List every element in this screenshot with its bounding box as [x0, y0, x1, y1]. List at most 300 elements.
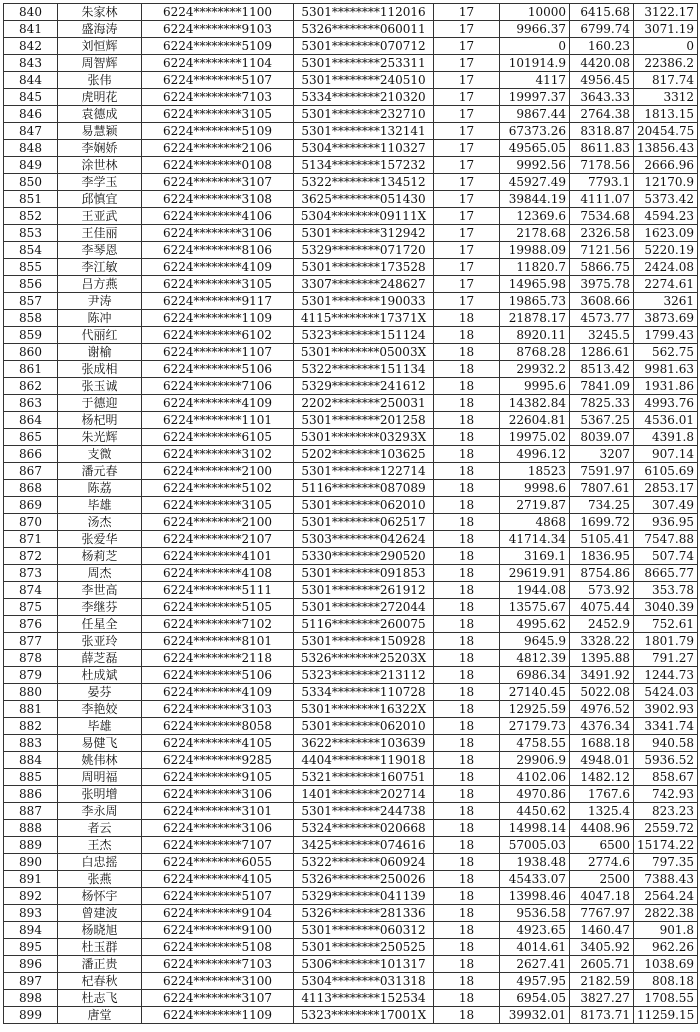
- value-c-cell: 2274.61: [634, 276, 698, 293]
- amount-cell: 29619.91: [500, 565, 570, 582]
- value-c-cell: 562.75: [634, 344, 698, 361]
- table-row: [4, 616, 698, 633]
- id-number-cell: 5326********060011: [294, 21, 434, 38]
- id-number-cell: 5301********03293X: [294, 429, 434, 446]
- row-number-cell: 880: [4, 684, 58, 701]
- group-cell: 18: [434, 837, 500, 854]
- id-number-cell: 5301********062010: [294, 718, 434, 735]
- bank-card-cell: 6224********9104: [142, 905, 294, 922]
- group-cell: 18: [434, 820, 500, 837]
- name-cell: 涂世林: [58, 157, 142, 174]
- row-number-cell: 855: [4, 259, 58, 276]
- group-cell: 17: [434, 89, 500, 106]
- row-number-cell: 889: [4, 837, 58, 854]
- value-b-cell: 3328.22: [570, 633, 634, 650]
- id-number-cell: 3622********103639: [294, 735, 434, 752]
- table-row: [4, 803, 698, 820]
- name-cell: 陈冲: [58, 310, 142, 327]
- value-b-cell: 4948.01: [570, 752, 634, 769]
- value-c-cell: 1801.79: [634, 633, 698, 650]
- amount-cell: 22604.81: [500, 412, 570, 429]
- bank-card-cell: 6224********1104: [142, 55, 294, 72]
- value-c-cell: 1708.55: [634, 990, 698, 1007]
- group-cell: 18: [434, 990, 500, 1007]
- id-number-cell: 5326********281336: [294, 905, 434, 922]
- id-number-cell: 5326********25203X: [294, 650, 434, 667]
- row-number-cell: 851: [4, 191, 58, 208]
- value-c-cell: 2822.38: [634, 905, 698, 922]
- value-b-cell: 1836.95: [570, 548, 634, 565]
- id-number-cell: 5301********070712: [294, 38, 434, 55]
- value-b-cell: 3827.27: [570, 990, 634, 1007]
- value-b-cell: 3245.5: [570, 327, 634, 344]
- amount-cell: 4812.39: [500, 650, 570, 667]
- table-row: [4, 820, 698, 837]
- table-row: [4, 837, 698, 854]
- group-cell: 17: [434, 4, 500, 21]
- name-cell: 李世高: [58, 582, 142, 599]
- row-number-cell: 858: [4, 310, 58, 327]
- value-c-cell: 3312: [634, 89, 698, 106]
- value-b-cell: 7807.61: [570, 480, 634, 497]
- name-cell: 晏芬: [58, 684, 142, 701]
- bank-card-cell: 6224********5107: [142, 72, 294, 89]
- id-number-cell: 5323********17001X: [294, 1007, 434, 1024]
- group-cell: 17: [434, 276, 500, 293]
- group-cell: 17: [434, 174, 500, 191]
- row-number-cell: 872: [4, 548, 58, 565]
- id-number-cell: 5322********134512: [294, 174, 434, 191]
- table-row: [4, 378, 698, 395]
- table-row: [4, 548, 698, 565]
- amount-cell: 4102.06: [500, 769, 570, 786]
- group-cell: 18: [434, 786, 500, 803]
- group-cell: 18: [434, 378, 500, 395]
- value-c-cell: 858.67: [634, 769, 698, 786]
- id-number-cell: 5301********132141: [294, 123, 434, 140]
- id-number-cell: 4115********17371X: [294, 310, 434, 327]
- name-cell: 虎明花: [58, 89, 142, 106]
- name-cell: 李江敏: [58, 259, 142, 276]
- row-number-cell: 842: [4, 38, 58, 55]
- name-cell: 代丽红: [58, 327, 142, 344]
- id-number-cell: 5301********122714: [294, 463, 434, 480]
- bank-card-cell: 6224********5109: [142, 123, 294, 140]
- id-number-cell: 5304********09111X: [294, 208, 434, 225]
- group-cell: 18: [434, 412, 500, 429]
- row-number-cell: 857: [4, 293, 58, 310]
- value-c-cell: 823.23: [634, 803, 698, 820]
- name-cell: 谢榆: [58, 344, 142, 361]
- value-c-cell: 962.26: [634, 939, 698, 956]
- name-cell: 吕方燕: [58, 276, 142, 293]
- row-number-cell: 899: [4, 1007, 58, 1024]
- value-b-cell: 1688.18: [570, 735, 634, 752]
- value-c-cell: 936.95: [634, 514, 698, 531]
- bank-card-cell: 6224********5102: [142, 480, 294, 497]
- id-number-cell: 5304********110327: [294, 140, 434, 157]
- amount-cell: 6954.05: [500, 990, 570, 1007]
- id-number-cell: 5334********210320: [294, 89, 434, 106]
- row-number-cell: 863: [4, 395, 58, 412]
- id-number-cell: 5116********087089: [294, 480, 434, 497]
- id-number-cell: 5301********232710: [294, 106, 434, 123]
- row-number-cell: 892: [4, 888, 58, 905]
- row-number-cell: 862: [4, 378, 58, 395]
- table-row: [4, 293, 698, 310]
- table-row: [4, 769, 698, 786]
- row-number-cell: 864: [4, 412, 58, 429]
- group-cell: 17: [434, 106, 500, 123]
- bank-card-cell: 6224********1109: [142, 310, 294, 327]
- table-row: [4, 72, 698, 89]
- group-cell: 17: [434, 21, 500, 38]
- value-b-cell: 3491.92: [570, 667, 634, 684]
- name-cell: 王亚武: [58, 208, 142, 225]
- table-row: [4, 310, 698, 327]
- amount-cell: 1944.08: [500, 582, 570, 599]
- value-b-cell: 4420.08: [570, 55, 634, 72]
- amount-cell: 41714.34: [500, 531, 570, 548]
- name-cell: 杨莉芝: [58, 548, 142, 565]
- table-row: [4, 89, 698, 106]
- row-number-cell: 845: [4, 89, 58, 106]
- group-cell: 18: [434, 735, 500, 752]
- bank-card-cell: 6224********4101: [142, 548, 294, 565]
- name-cell: 刘恒辉: [58, 38, 142, 55]
- group-cell: 18: [434, 361, 500, 378]
- amount-cell: 39844.19: [500, 191, 570, 208]
- table-row: [4, 174, 698, 191]
- row-number-cell: 849: [4, 157, 58, 174]
- bank-card-cell: 6224********7103: [142, 956, 294, 973]
- row-number-cell: 891: [4, 871, 58, 888]
- value-b-cell: 5367.25: [570, 412, 634, 429]
- group-cell: 18: [434, 956, 500, 973]
- name-cell: 张伟: [58, 72, 142, 89]
- row-number-cell: 876: [4, 616, 58, 633]
- value-c-cell: 1244.73: [634, 667, 698, 684]
- row-number-cell: 846: [4, 106, 58, 123]
- value-c-cell: 901.8: [634, 922, 698, 939]
- row-number-cell: 853: [4, 225, 58, 242]
- id-number-cell: 5329********041139: [294, 888, 434, 905]
- value-c-cell: 507.74: [634, 548, 698, 565]
- id-number-cell: 5301********240510: [294, 72, 434, 89]
- table-row: [4, 463, 698, 480]
- amount-cell: 19975.02: [500, 429, 570, 446]
- id-number-cell: 3625********051430: [294, 191, 434, 208]
- amount-cell: 2719.87: [500, 497, 570, 514]
- group-cell: 18: [434, 973, 500, 990]
- group-cell: 17: [434, 157, 500, 174]
- value-c-cell: 2853.17: [634, 480, 698, 497]
- id-number-cell: 5329********241612: [294, 378, 434, 395]
- id-number-cell: 5303********042624: [294, 531, 434, 548]
- amount-cell: 19865.73: [500, 293, 570, 310]
- group-cell: 18: [434, 531, 500, 548]
- name-cell: 李继芬: [58, 599, 142, 616]
- value-c-cell: 9981.63: [634, 361, 698, 378]
- group-cell: 18: [434, 395, 500, 412]
- group-cell: 17: [434, 191, 500, 208]
- amount-cell: 67373.26: [500, 123, 570, 140]
- group-cell: 18: [434, 769, 500, 786]
- value-c-cell: 4993.76: [634, 395, 698, 412]
- group-cell: 18: [434, 548, 500, 565]
- value-c-cell: 4594.23: [634, 208, 698, 225]
- bank-card-cell: 6224********4109: [142, 395, 294, 412]
- amount-cell: 18523: [500, 463, 570, 480]
- id-number-cell: 5322********060924: [294, 854, 434, 871]
- id-number-cell: 5330********290520: [294, 548, 434, 565]
- table-row: [4, 106, 698, 123]
- id-number-cell: 5306********101317: [294, 956, 434, 973]
- bank-card-cell: 6224********9285: [142, 752, 294, 769]
- bank-card-cell: 6224********2107: [142, 531, 294, 548]
- value-c-cell: 940.58: [634, 735, 698, 752]
- amount-cell: 12925.59: [500, 701, 570, 718]
- amount-cell: 9995.6: [500, 378, 570, 395]
- name-cell: 周杰: [58, 565, 142, 582]
- value-c-cell: 4391.8: [634, 429, 698, 446]
- table-row: [4, 446, 698, 463]
- group-cell: 18: [434, 599, 500, 616]
- row-number-cell: 893: [4, 905, 58, 922]
- table-row: [4, 497, 698, 514]
- table-row: [4, 786, 698, 803]
- row-number-cell: 860: [4, 344, 58, 361]
- name-cell: 李琴恩: [58, 242, 142, 259]
- value-b-cell: 1325.4: [570, 803, 634, 820]
- table-row: [4, 480, 698, 497]
- row-number-cell: 848: [4, 140, 58, 157]
- name-cell: 唐堂: [58, 1007, 142, 1024]
- value-b-cell: 4376.34: [570, 718, 634, 735]
- amount-cell: 9992.56: [500, 157, 570, 174]
- value-c-cell: 307.49: [634, 497, 698, 514]
- group-cell: 18: [434, 497, 500, 514]
- data-table: [3, 3, 698, 1024]
- table-row: [4, 55, 698, 72]
- id-number-cell: 5116********260075: [294, 616, 434, 633]
- bank-card-cell: 6224********3108: [142, 191, 294, 208]
- row-number-cell: 841: [4, 21, 58, 38]
- group-cell: 18: [434, 616, 500, 633]
- id-number-cell: 5301********112016: [294, 4, 434, 21]
- id-number-cell: 5301********261912: [294, 582, 434, 599]
- value-c-cell: 15174.22: [634, 837, 698, 854]
- bank-card-cell: 6224********4105: [142, 871, 294, 888]
- row-number-cell: 897: [4, 973, 58, 990]
- bank-card-cell: 6224********9117: [142, 293, 294, 310]
- amount-cell: 29932.2: [500, 361, 570, 378]
- group-cell: 17: [434, 72, 500, 89]
- table-row: [4, 871, 698, 888]
- table-row: [4, 21, 698, 38]
- table-row: [4, 242, 698, 259]
- table-row: [4, 157, 698, 174]
- bank-card-cell: 6224********5108: [142, 939, 294, 956]
- name-cell: 杨晓旭: [58, 922, 142, 939]
- value-c-cell: 0: [634, 38, 698, 55]
- bank-card-cell: 6224********2118: [142, 650, 294, 667]
- group-cell: 18: [434, 463, 500, 480]
- table-row: [4, 939, 698, 956]
- group-cell: 18: [434, 718, 500, 735]
- value-b-cell: 8611.83: [570, 140, 634, 157]
- value-b-cell: 4408.96: [570, 820, 634, 837]
- row-number-cell: 840: [4, 4, 58, 21]
- name-cell: 朱光辉: [58, 429, 142, 446]
- bank-card-cell: 6224********2100: [142, 514, 294, 531]
- amount-cell: 4995.62: [500, 616, 570, 633]
- row-number-cell: 867: [4, 463, 58, 480]
- group-cell: 18: [434, 684, 500, 701]
- bank-card-cell: 6224********7106: [142, 378, 294, 395]
- value-b-cell: 3405.92: [570, 939, 634, 956]
- id-number-cell: 5321********160751: [294, 769, 434, 786]
- value-b-cell: 7591.97: [570, 463, 634, 480]
- value-c-cell: 2559.72: [634, 820, 698, 837]
- table-row: [4, 259, 698, 276]
- value-b-cell: 3608.66: [570, 293, 634, 310]
- amount-cell: 10000: [500, 4, 570, 21]
- id-number-cell: 5323********151124: [294, 327, 434, 344]
- table-row: [4, 854, 698, 871]
- value-c-cell: 742.93: [634, 786, 698, 803]
- amount-cell: 14965.98: [500, 276, 570, 293]
- row-number-cell: 881: [4, 701, 58, 718]
- group-cell: 18: [434, 480, 500, 497]
- amount-cell: 4117: [500, 72, 570, 89]
- row-number-cell: 852: [4, 208, 58, 225]
- value-b-cell: 6415.68: [570, 4, 634, 21]
- name-cell: 张亚玲: [58, 633, 142, 650]
- group-cell: 18: [434, 803, 500, 820]
- group-cell: 18: [434, 310, 500, 327]
- id-number-cell: 5301********16322X: [294, 701, 434, 718]
- value-b-cell: 7534.68: [570, 208, 634, 225]
- value-b-cell: 8754.86: [570, 565, 634, 582]
- bank-card-cell: 6224********3105: [142, 106, 294, 123]
- value-b-cell: 7178.56: [570, 157, 634, 174]
- id-number-cell: 5304********031318: [294, 973, 434, 990]
- id-number-cell: 5301********060312: [294, 922, 434, 939]
- id-number-cell: 5329********071720: [294, 242, 434, 259]
- value-c-cell: 797.35: [634, 854, 698, 871]
- value-b-cell: 6500: [570, 837, 634, 854]
- name-cell: 李艳姣: [58, 701, 142, 718]
- name-cell: 邱慎宜: [58, 191, 142, 208]
- value-c-cell: 3261: [634, 293, 698, 310]
- row-number-cell: 843: [4, 55, 58, 72]
- value-c-cell: 907.14: [634, 446, 698, 463]
- name-cell: 毕雄: [58, 718, 142, 735]
- name-cell: 王杰: [58, 837, 142, 854]
- table-row: [4, 344, 698, 361]
- value-b-cell: 3643.33: [570, 89, 634, 106]
- amount-cell: 13998.46: [500, 888, 570, 905]
- name-cell: 于德迎: [58, 395, 142, 412]
- value-c-cell: 7547.88: [634, 531, 698, 548]
- name-cell: 李娴娇: [58, 140, 142, 157]
- name-cell: 白忠摇: [58, 854, 142, 871]
- amount-cell: 8768.28: [500, 344, 570, 361]
- table-row: [4, 650, 698, 667]
- bank-card-cell: 6224********8106: [142, 242, 294, 259]
- value-b-cell: 1286.61: [570, 344, 634, 361]
- group-cell: 17: [434, 55, 500, 72]
- bank-card-cell: 6224********7102: [142, 616, 294, 633]
- row-number-cell: 894: [4, 922, 58, 939]
- amount-cell: 4957.95: [500, 973, 570, 990]
- id-number-cell: 5301********05003X: [294, 344, 434, 361]
- value-c-cell: 11259.15: [634, 1007, 698, 1024]
- id-number-cell: 5326********250026: [294, 871, 434, 888]
- id-number-cell: 5202********103625: [294, 446, 434, 463]
- row-number-cell: 856: [4, 276, 58, 293]
- name-cell: 朱家林: [58, 4, 142, 21]
- amount-cell: 9645.9: [500, 633, 570, 650]
- table-row: [4, 225, 698, 242]
- table-row: [4, 140, 698, 157]
- bank-card-cell: 6224********6102: [142, 327, 294, 344]
- row-number-cell: 866: [4, 446, 58, 463]
- name-cell: 张燕: [58, 871, 142, 888]
- name-cell: 杨怀宇: [58, 888, 142, 905]
- table-row: [4, 412, 698, 429]
- id-number-cell: 5324********020668: [294, 820, 434, 837]
- table-row: [4, 4, 698, 21]
- id-number-cell: 4113********152534: [294, 990, 434, 1007]
- bank-card-cell: 6224********0108: [142, 157, 294, 174]
- amount-cell: 14382.84: [500, 395, 570, 412]
- table-row: [4, 905, 698, 922]
- value-c-cell: 5220.19: [634, 242, 698, 259]
- bank-card-cell: 6224********8101: [142, 633, 294, 650]
- table-row: [4, 633, 698, 650]
- table-row: [4, 429, 698, 446]
- value-c-cell: 353.78: [634, 582, 698, 599]
- name-cell: 杜玉群: [58, 939, 142, 956]
- amount-cell: 4868: [500, 514, 570, 531]
- name-cell: 杨杞明: [58, 412, 142, 429]
- group-cell: 18: [434, 752, 500, 769]
- bank-card-cell: 6224********4109: [142, 684, 294, 701]
- table-row: [4, 718, 698, 735]
- row-number-cell: 859: [4, 327, 58, 344]
- table-row: [4, 667, 698, 684]
- bank-card-cell: 6224********3101: [142, 803, 294, 820]
- amount-cell: 4996.12: [500, 446, 570, 463]
- group-cell: 18: [434, 650, 500, 667]
- amount-cell: 2627.41: [500, 956, 570, 973]
- value-b-cell: 1395.88: [570, 650, 634, 667]
- id-number-cell: 3425********074616: [294, 837, 434, 854]
- row-number-cell: 887: [4, 803, 58, 820]
- value-b-cell: 5866.75: [570, 259, 634, 276]
- group-cell: 18: [434, 667, 500, 684]
- bank-card-cell: 6224********1100: [142, 4, 294, 21]
- group-cell: 17: [434, 140, 500, 157]
- id-number-cell: 3307********248627: [294, 276, 434, 293]
- bank-card-cell: 6224********6055: [142, 854, 294, 871]
- id-number-cell: 2202********250031: [294, 395, 434, 412]
- value-b-cell: 2452.9: [570, 616, 634, 633]
- bank-card-cell: 6224********9100: [142, 922, 294, 939]
- row-number-cell: 898: [4, 990, 58, 1007]
